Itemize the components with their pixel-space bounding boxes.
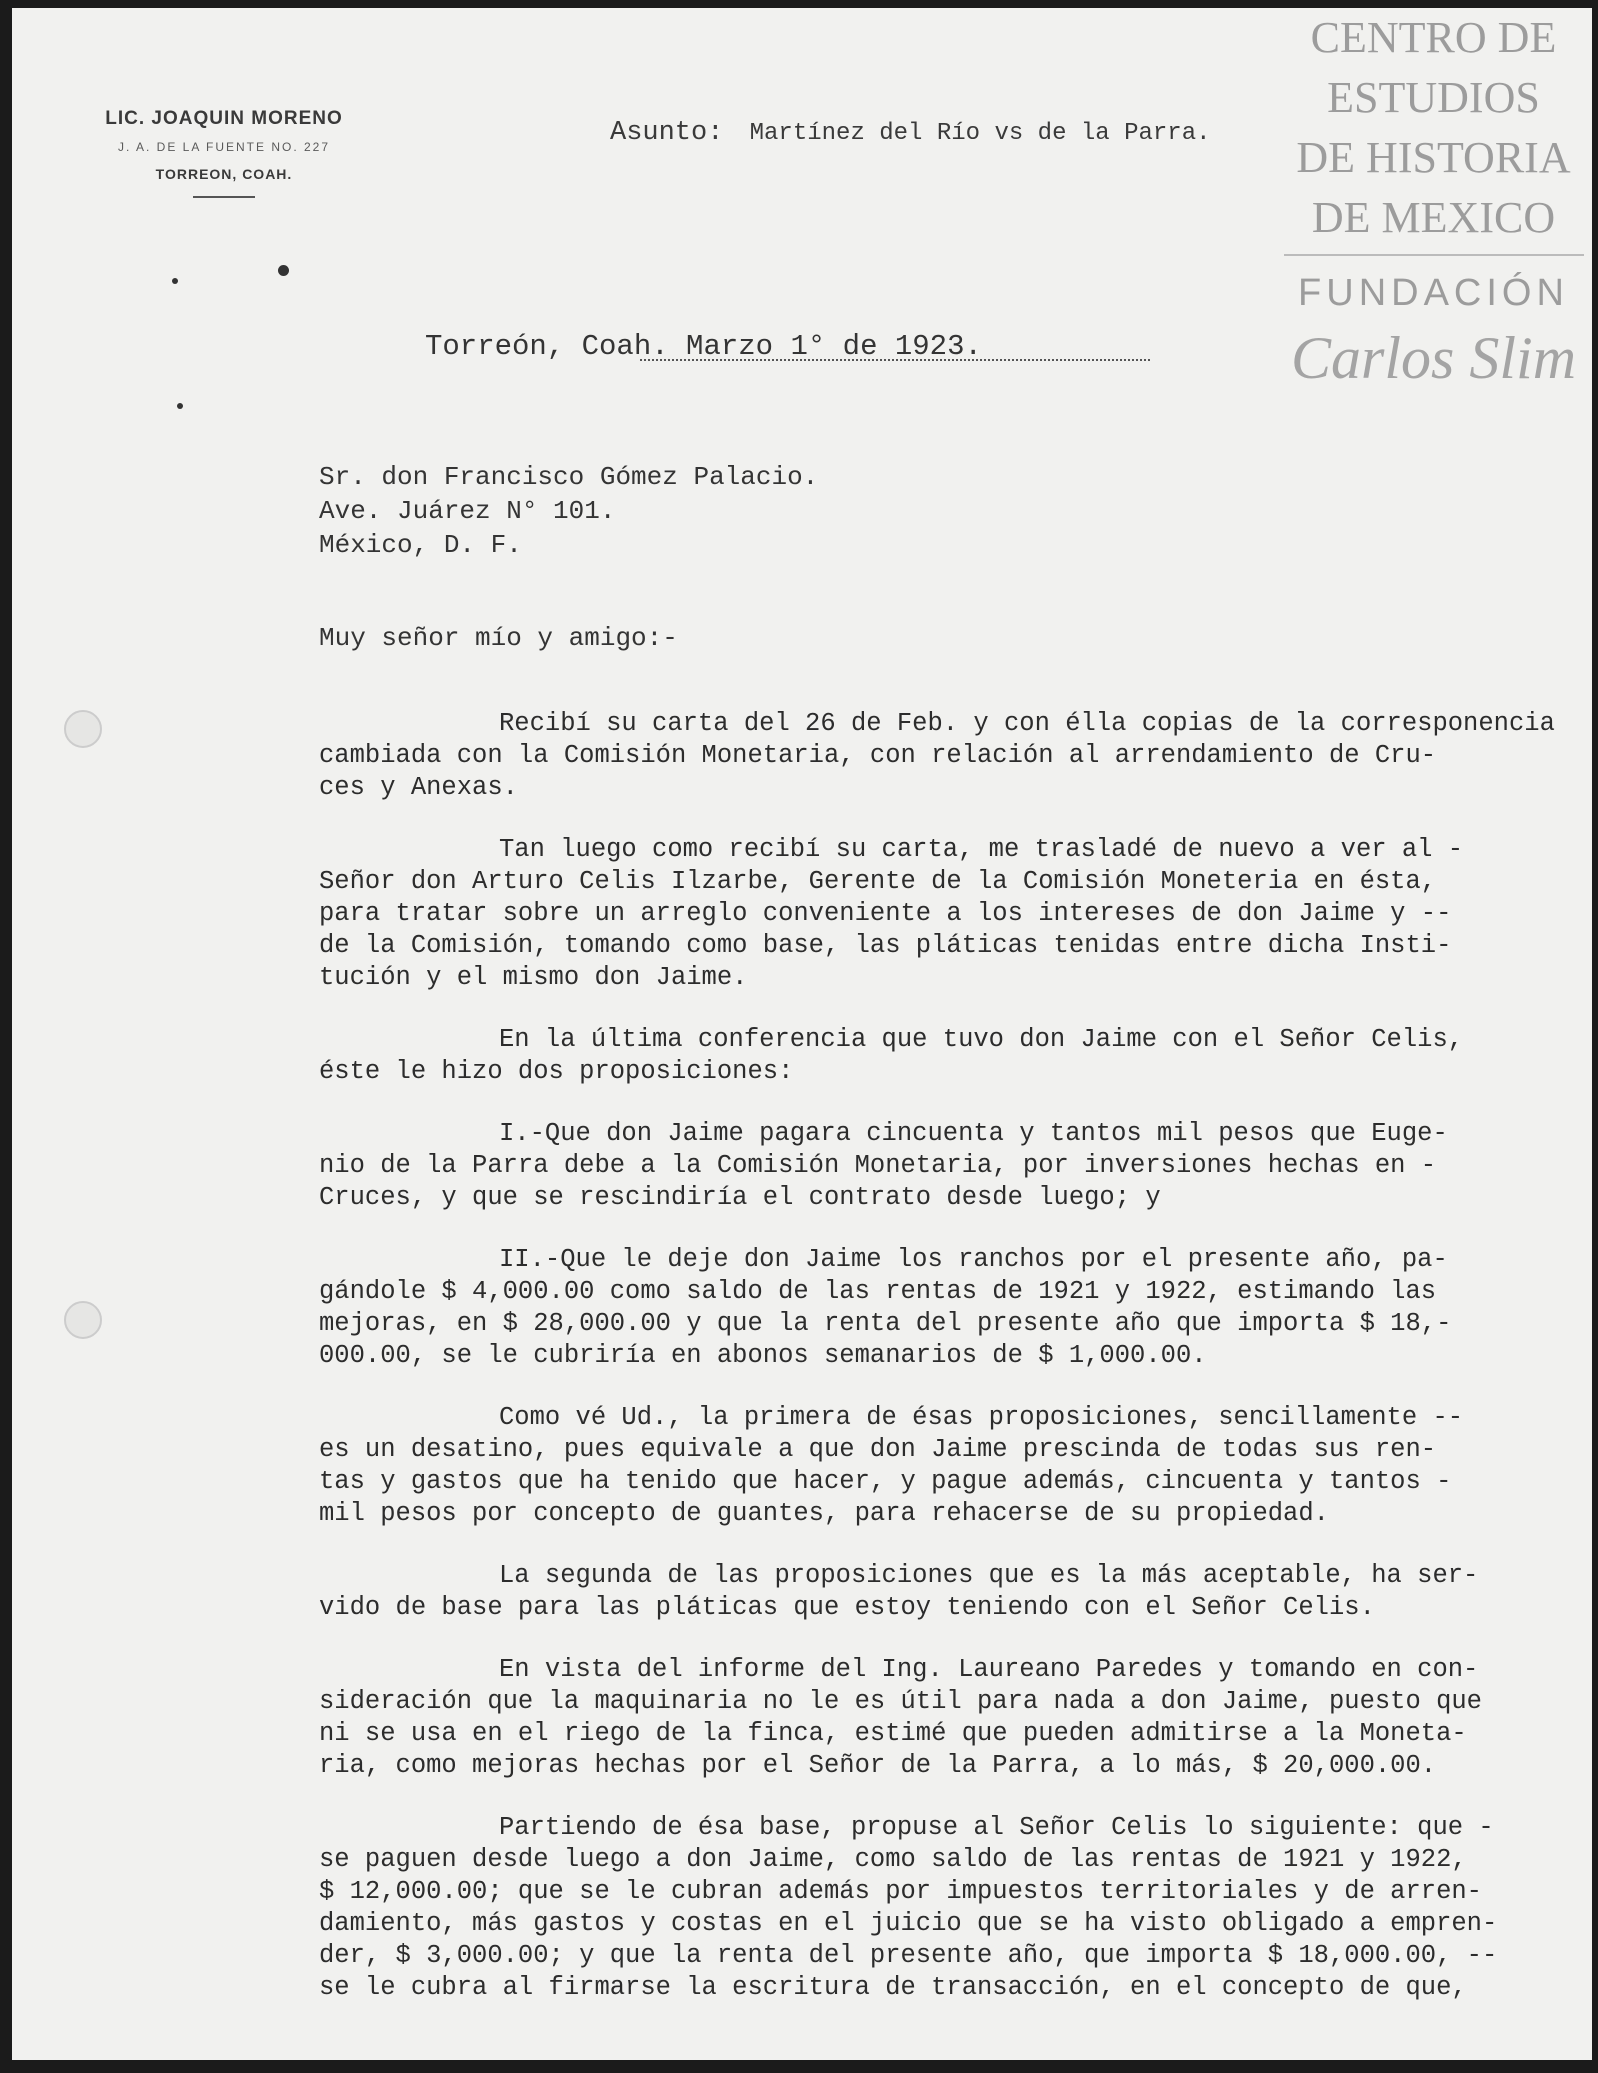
watermark-line: DE MEXICO (1311, 193, 1556, 242)
punch-hole (64, 710, 102, 748)
body-paragraph: Como vé Ud., la primera de ésas proposiciones, sencillamente -- es un desatino, pues equivale a que don Jaime prescinda de todas sus ren- tas y gastos que ha tenido que hacer, y pague además, cincuenta y tantos - mil pesos por concepto de guantes, para rehacerse de su propiedad. (319, 1403, 1464, 1528)
recipient-street: Ave. Juárez N° 101. (319, 496, 616, 526)
recipient-city: México, D. F. (319, 530, 522, 560)
subject-label: Asunto: (610, 118, 724, 148)
body-paragraph: La segunda de las proposiciones que es la más aceptable, ha ser- vido de base para las pláticas que estoy teniendo con el Señor Celis. (319, 1561, 1479, 1622)
dateline: Torreón, Coah. Marzo 1° de 1923. (425, 330, 982, 363)
recipient-name: Sr. don Francisco Gómez Palacio. (319, 462, 819, 492)
ink-speck (177, 403, 183, 409)
ink-speck (278, 265, 289, 276)
watermark-line: ESTUDIOS (1327, 73, 1540, 122)
punch-hole (64, 1301, 102, 1339)
ink-speck (172, 278, 178, 284)
body-paragraph: Partiendo de ésa base, propuse al Señor Celis lo siguiente: que - se paguen desde luego a don Jaime, como saldo de las rentas de 1921 y 1922, $ 12,000.00; que se le cubran además por impuestos territoriales y de arren- damiento, más gastos y costas en el juicio que se ha visto obligado a empren- der, $ 3,000.00; y que la renta del presente año, que importa $ 18,000.00, -- se le cubra al firmarse la escritura de transacción, en el concepto de que, (319, 1813, 1498, 2002)
body-paragraph: En la última conferencia que tuvo don Jaime con el Señor Celis, éste le hizo dos proposiciones: (319, 1025, 1464, 1086)
body-paragraph: Tan luego como recibí su carta, me trasladé de nuevo a ver al - Señor don Arturo Celis Ilzarbe, Gerente de la Comisión Moneteria en ésta, para tratar sobre un arreglo conveniente a los intereses de don Jaime y -- de la Comisión, tomando como base, las pláticas tenidas entre dicha Insti- tución y el mismo don Jaime. (319, 835, 1464, 992)
body-paragraph: En vista del informe del Ing. Laureano Paredes y tomando en con- sideración que la maquinaria no le es útil para nada a don Jaime, puesto que ni se usa en el riego de la finca, estimé que pueden admitirse a la Moneta- ria, como mejoras hechas por el Señor de la Parra, a lo más, $ 20,000.00. (319, 1655, 1482, 1780)
letterhead (74, 108, 374, 198)
letter-body (319, 708, 1579, 2034)
subject-line (610, 118, 1211, 148)
proposal-two: II.-Que le deje don Jaime los ranchos por el presente año, pa- gándole $ 4,000.00 como saldo de las rentas de 1921 y 1922, estimando las mejoras, en $ 28,000.00 y que la renta del presente año que importa $ 18,- 000.00, se le cubriría en abonos semanarios de $ 1,000.00. (319, 1245, 1452, 1370)
subject-value: Martínez del Río vs de la Parra. (749, 120, 1211, 147)
watermark-fundacion: FUNDACIÓN (1298, 272, 1569, 314)
dateline-rule (640, 359, 1150, 361)
letterhead-name: LIC. JOAQUIN MORENO (105, 108, 343, 129)
letter-page (12, 8, 1592, 2060)
proposal-one: I.-Que don Jaime pagara cincuenta y tantos mil pesos que Euge- nio de la Parra debe a la Comisión Monetaria, por inversiones hechas en - Cruces, y que se rescindiría el contrato desde luego; y (319, 1119, 1448, 1212)
watermark-line: DE HISTORIA (1296, 133, 1571, 182)
letterhead-address: J. A. DE LA FUENTE NO. 227 (117, 140, 331, 154)
letterhead-rule (193, 196, 255, 198)
watermark-line: CENTRO DE (1310, 13, 1557, 62)
body-paragraph: Recibí su carta del 26 de Feb. y con élla copias de la corresponencia cambiada con la Comisión Monetaria, con relación al arrendamiento de Cru- ces y Anexas. (319, 709, 1555, 802)
watermark-signature: Carlos Slim (1290, 325, 1577, 391)
letterhead-city: TORREON, COAH. (155, 166, 293, 182)
salutation: Muy señor mío y amigo:- (319, 623, 678, 653)
archive-watermark (1275, 8, 1592, 398)
watermark-rule (1284, 254, 1584, 256)
recipient-block (319, 460, 818, 562)
